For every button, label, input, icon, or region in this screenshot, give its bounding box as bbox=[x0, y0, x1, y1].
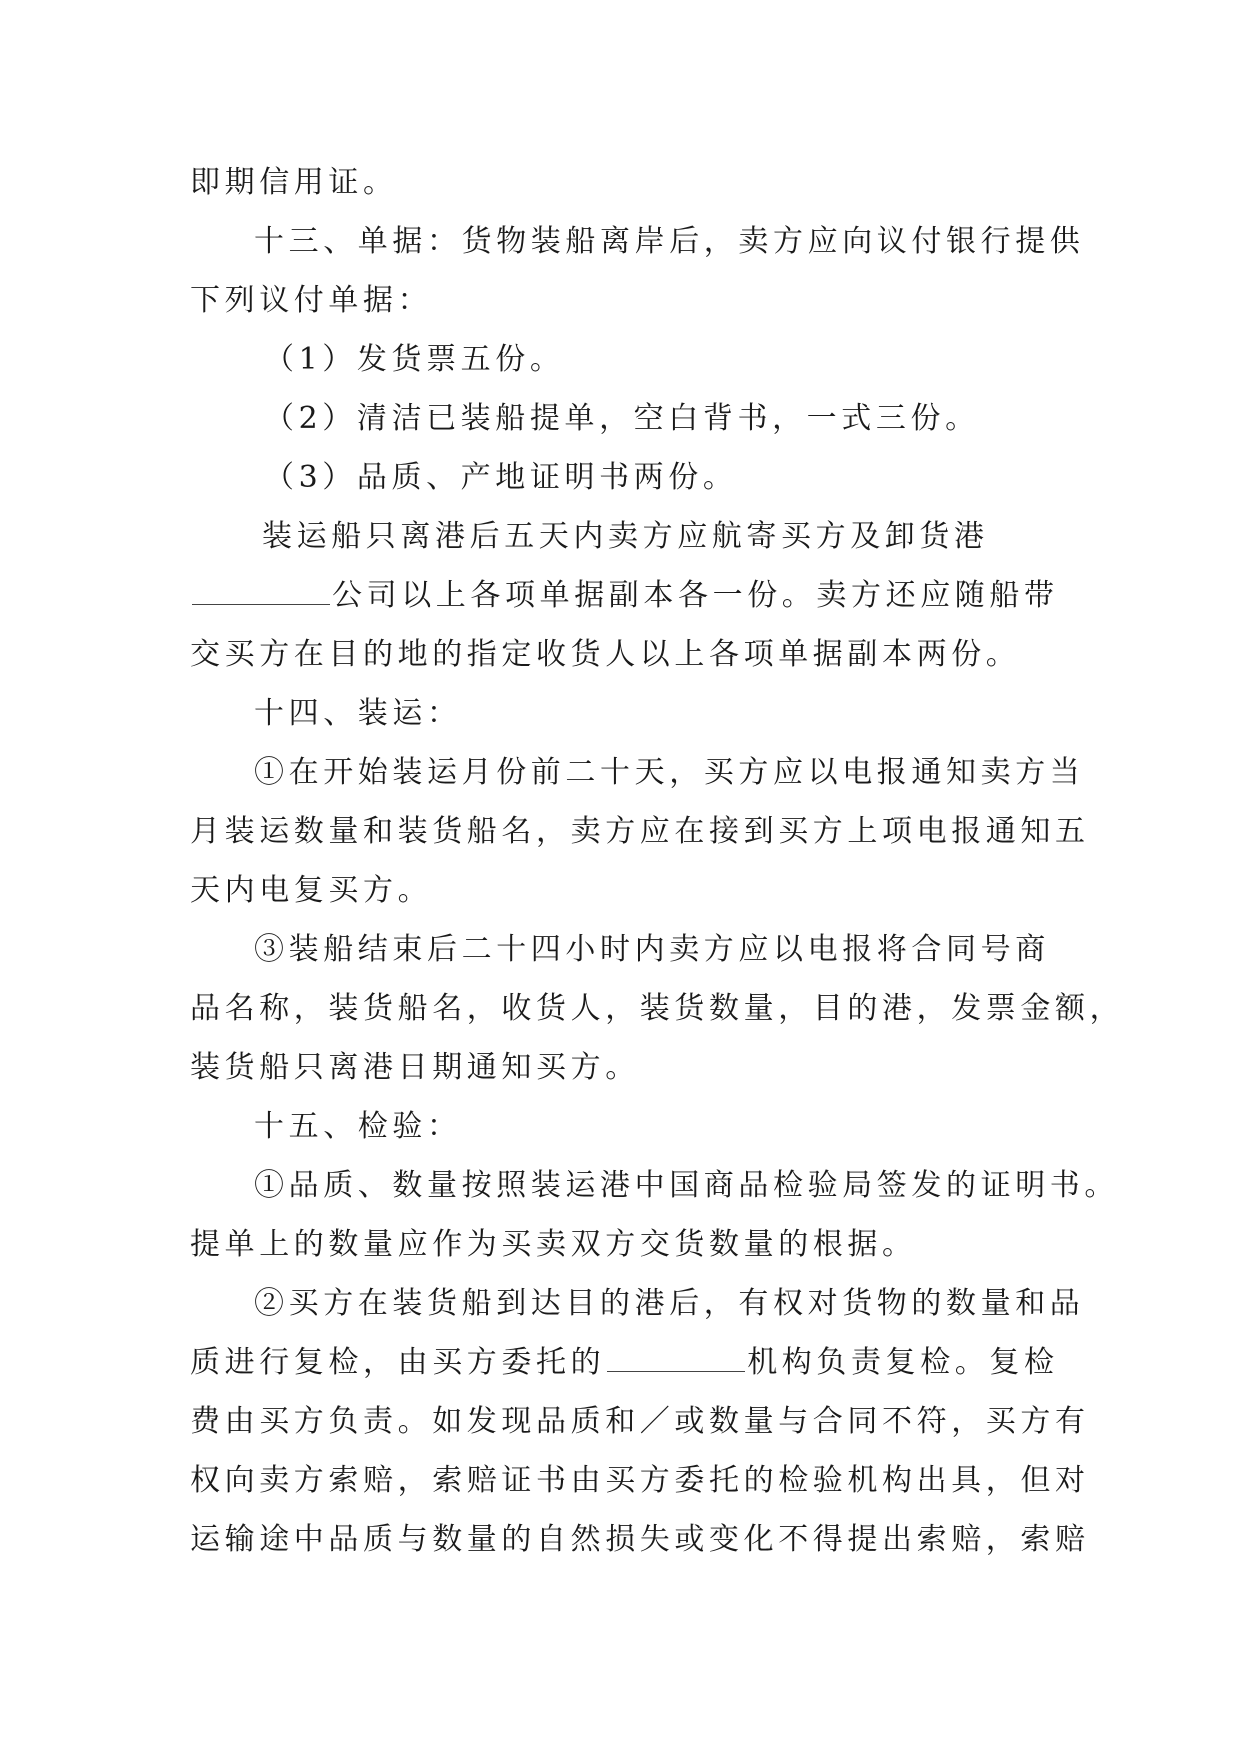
clause-line: ①在开始装运月份前二十天，买方应以电报通知卖方当 bbox=[254, 755, 1085, 790]
fill-in-blank bbox=[607, 1370, 745, 1372]
section-15-heading: 十五、检验： bbox=[254, 1109, 462, 1144]
text-line: 提单上的数量应作为买卖双方交货数量的根据。 bbox=[190, 1227, 917, 1262]
list-item-3: （3）品质、产地证明书两份。 bbox=[264, 460, 738, 495]
text-fragment: 质进行复检，由买方委托的 bbox=[190, 1345, 606, 1380]
text-line-with-blank bbox=[190, 1333, 1059, 1392]
clause-line: ①品质、数量按照装运港中国商品检验局签发的证明书。 bbox=[254, 1168, 1119, 1203]
text-line: 装运船只离港后五天内卖方应航寄买方及卸货港 bbox=[262, 519, 989, 554]
text-line: 费由买方负责。如发现品质和／或数量与合同不符，买方有 bbox=[190, 1404, 1090, 1439]
list-item-1: （1）发货票五份。 bbox=[264, 342, 565, 377]
text-line: 装货船只离港日期通知买方。 bbox=[190, 1050, 640, 1085]
clause-line: ②买方在装货船到达目的港后，有权对货物的数量和品 bbox=[254, 1286, 1085, 1321]
text-line: 下列议付单据： bbox=[190, 283, 433, 318]
document-body bbox=[190, 153, 1125, 1569]
clause-line: ③装船结束后二十四小时内卖方应以电报将合同号商 bbox=[254, 932, 1050, 967]
text-line: 天内电复买方。 bbox=[190, 873, 433, 908]
text-line: 运输途中品质与数量的自然损失或变化不得提出索赔，索赔 bbox=[190, 1522, 1090, 1557]
text-fragment: 公司以上各项单据副本各一份。卖方还应随船带 bbox=[332, 578, 1059, 613]
text-fragment: 机构负责复检。复检 bbox=[747, 1345, 1059, 1380]
text-line: 月装运数量和装货船名，卖方应在接到买方上项电报通知五 bbox=[190, 814, 1090, 849]
text-line-with-blank bbox=[190, 566, 1059, 625]
text-line: 即期信用证。 bbox=[190, 165, 398, 200]
fill-in-blank bbox=[192, 603, 330, 605]
section-14-heading: 十四、装运： bbox=[254, 696, 462, 731]
text-line: 权向卖方索赔，索赔证书由买方委托的检验机构出具，但对 bbox=[190, 1463, 1090, 1498]
text-line: 品名称，装货船名，收货人，装货数量，目的港，发票金额， bbox=[190, 991, 1125, 1026]
section-13-heading-line: 十三、单据：货物装船离岸后，卖方应向议付银行提供 bbox=[254, 224, 1085, 259]
list-item-2: （2）清洁已装船提单，空白背书，一式三份。 bbox=[264, 401, 980, 436]
text-line: 交买方在目的地的指定收货人以上各项单据副本两份。 bbox=[190, 637, 1021, 672]
